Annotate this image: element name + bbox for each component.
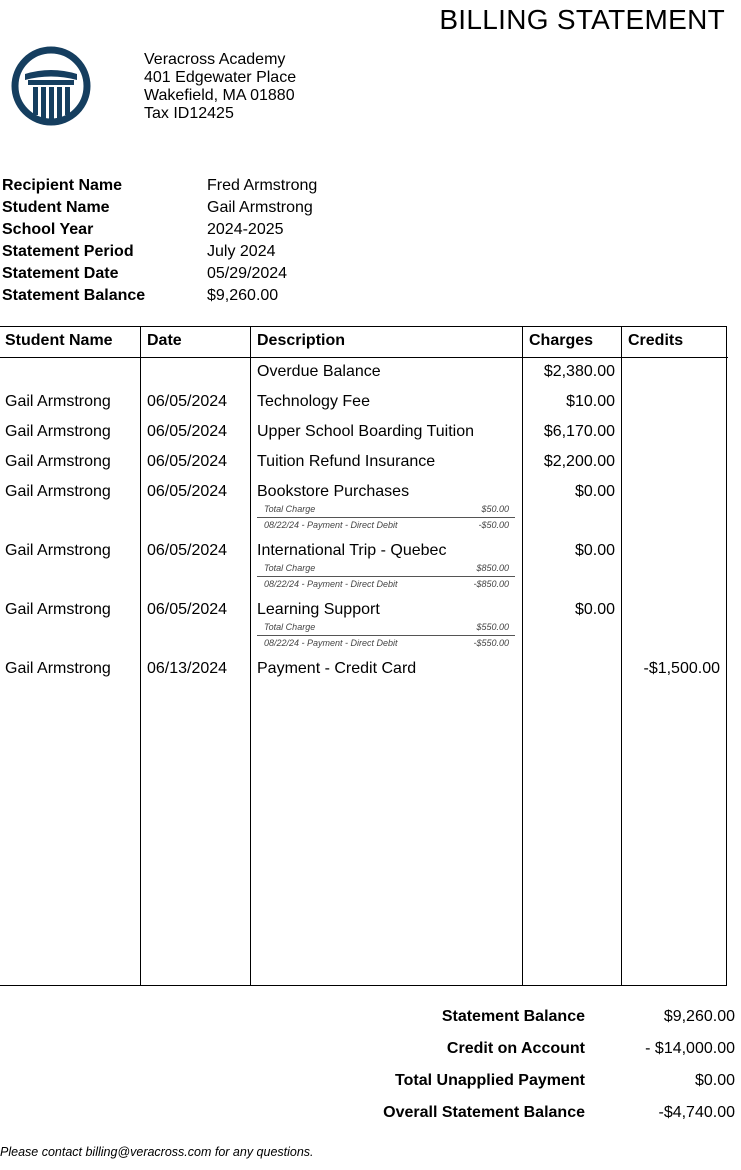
header-divider: [0, 357, 728, 358]
cell-charge: $0.00: [574, 601, 615, 618]
info-label: Recipient Name: [2, 177, 123, 194]
info-label: Statement Period: [2, 243, 134, 260]
cell-charge: $6,170.00: [543, 423, 615, 440]
payment-line: [257, 518, 515, 533]
cell-charge: $10.00: [566, 393, 615, 410]
cell-charge: $0.00: [574, 483, 615, 500]
cell-description: Learning Support: [257, 601, 380, 618]
charge-detail: [257, 561, 515, 592]
cell-description: Upper School Boarding Tuition: [257, 423, 475, 440]
total-charge-line: [257, 561, 515, 576]
info-label: School Year: [2, 221, 94, 238]
column-pillar-icon: [11, 46, 91, 126]
table-row: [0, 360, 741, 390]
statement-title: BILLING STATEMENT: [439, 4, 725, 35]
total-charge-line: [257, 502, 515, 517]
payment-label: 08/22/24 - Payment - Direct Debit: [264, 638, 398, 648]
cell-date: 06/05/2024: [147, 453, 228, 470]
table-row: [0, 657, 741, 687]
info-label: Statement Balance: [2, 287, 146, 304]
cell-date: 06/05/2024: [147, 483, 228, 500]
table-body: [0, 360, 741, 687]
cell-student-name: Gail Armstrong: [5, 423, 111, 440]
cell-date: 06/13/2024: [147, 660, 228, 677]
cell-description: Overdue Balance: [257, 363, 381, 380]
summary-label: Total Unapplied Payment: [395, 1072, 585, 1089]
table-row: [0, 480, 741, 539]
payment-value: -$50.00: [478, 520, 509, 530]
info-label: Student Name: [2, 199, 110, 216]
total-charge-label: Total Charge: [264, 563, 316, 573]
table-row: [0, 598, 741, 657]
payment-label: 08/22/24 - Payment - Direct Debit: [264, 579, 398, 589]
cell-student-name: Gail Armstrong: [5, 601, 111, 618]
table-row: [0, 390, 741, 420]
column-header-charges: Charges: [529, 332, 594, 349]
cell-description: Bookstore Purchases: [257, 483, 410, 500]
charge-detail: [257, 502, 515, 533]
total-charge-value: $50.00: [481, 504, 509, 514]
school-tax-id: Tax ID12425: [144, 105, 234, 122]
contact-note: Please contact billing@veracross.com for any questions.: [0, 1145, 314, 1159]
summary-label: Statement Balance: [441, 1008, 585, 1025]
info-value: Fred Armstrong: [207, 177, 318, 194]
summary-value: $0.00: [694, 1072, 735, 1089]
cell-student-name: Gail Armstrong: [5, 660, 111, 677]
summary-row: [0, 1069, 741, 1101]
summary-row: [0, 1037, 741, 1069]
info-value: $9,260.00: [207, 287, 279, 304]
school-address-line2: Wakefield, MA 01880: [144, 87, 295, 104]
column-header-description: Description: [257, 332, 346, 349]
column-header-credits: Credits: [628, 332, 684, 349]
payment-value: -$550.00: [473, 638, 509, 648]
cell-charge: $2,200.00: [543, 453, 615, 470]
cell-description: International Trip - Quebec: [257, 542, 447, 559]
summary-row: [0, 1101, 741, 1133]
summary-row: [0, 1005, 741, 1037]
table-row: [0, 450, 741, 480]
school-address: [144, 51, 296, 123]
charge-detail: [257, 620, 515, 651]
cell-student-name: Gail Armstrong: [5, 542, 111, 559]
table-row: [0, 420, 741, 450]
info-label: Statement Date: [2, 265, 119, 282]
summary-label: Overall Statement Balance: [383, 1104, 585, 1121]
school-address-line1: 401 Edgewater Place: [144, 69, 297, 86]
total-charge-value: $850.00: [476, 563, 509, 573]
cell-student-name: Gail Armstrong: [5, 453, 111, 470]
payment-label: 08/22/24 - Payment - Direct Debit: [264, 520, 398, 530]
total-charge-label: Total Charge: [264, 622, 316, 632]
table-row: [0, 539, 741, 598]
cell-date: 06/05/2024: [147, 601, 228, 618]
column-header-date: Date: [147, 332, 182, 349]
cell-description: Tuition Refund Insurance: [257, 453, 436, 470]
cell-date: 06/05/2024: [147, 542, 228, 559]
info-value: 2024-2025: [207, 221, 284, 238]
total-charge-value: $550.00: [476, 622, 509, 632]
summary-value: - $14,000.00: [645, 1040, 735, 1057]
cell-student-name: Gail Armstrong: [5, 393, 111, 410]
cell-description: Technology Fee: [257, 393, 370, 410]
cell-date: 06/05/2024: [147, 393, 228, 410]
total-charge-label: Total Charge: [264, 504, 316, 514]
summary-label: Credit on Account: [446, 1040, 585, 1057]
payment-value: -$850.00: [473, 579, 509, 589]
balance-summary: [0, 1005, 741, 1133]
cell-credit: -$1,500.00: [643, 660, 720, 677]
payment-line: [257, 636, 515, 651]
total-charge-line: [257, 620, 515, 635]
cell-charge: $2,380.00: [543, 363, 615, 380]
cell-charge: $0.00: [574, 542, 615, 559]
cell-student-name: Gail Armstrong: [5, 483, 111, 500]
info-value: July 2024: [207, 243, 276, 260]
info-value: Gail Armstrong: [207, 199, 313, 216]
column-header-student-name: Student Name: [5, 332, 113, 349]
summary-value: -$4,740.00: [658, 1104, 735, 1121]
payment-line: [257, 577, 515, 592]
summary-value: $9,260.00: [663, 1008, 735, 1025]
school-name: Veracross Academy: [144, 51, 286, 68]
cell-date: 06/05/2024: [147, 423, 228, 440]
cell-description: Payment - Credit Card: [257, 660, 417, 677]
info-value: 05/29/2024: [207, 265, 288, 282]
